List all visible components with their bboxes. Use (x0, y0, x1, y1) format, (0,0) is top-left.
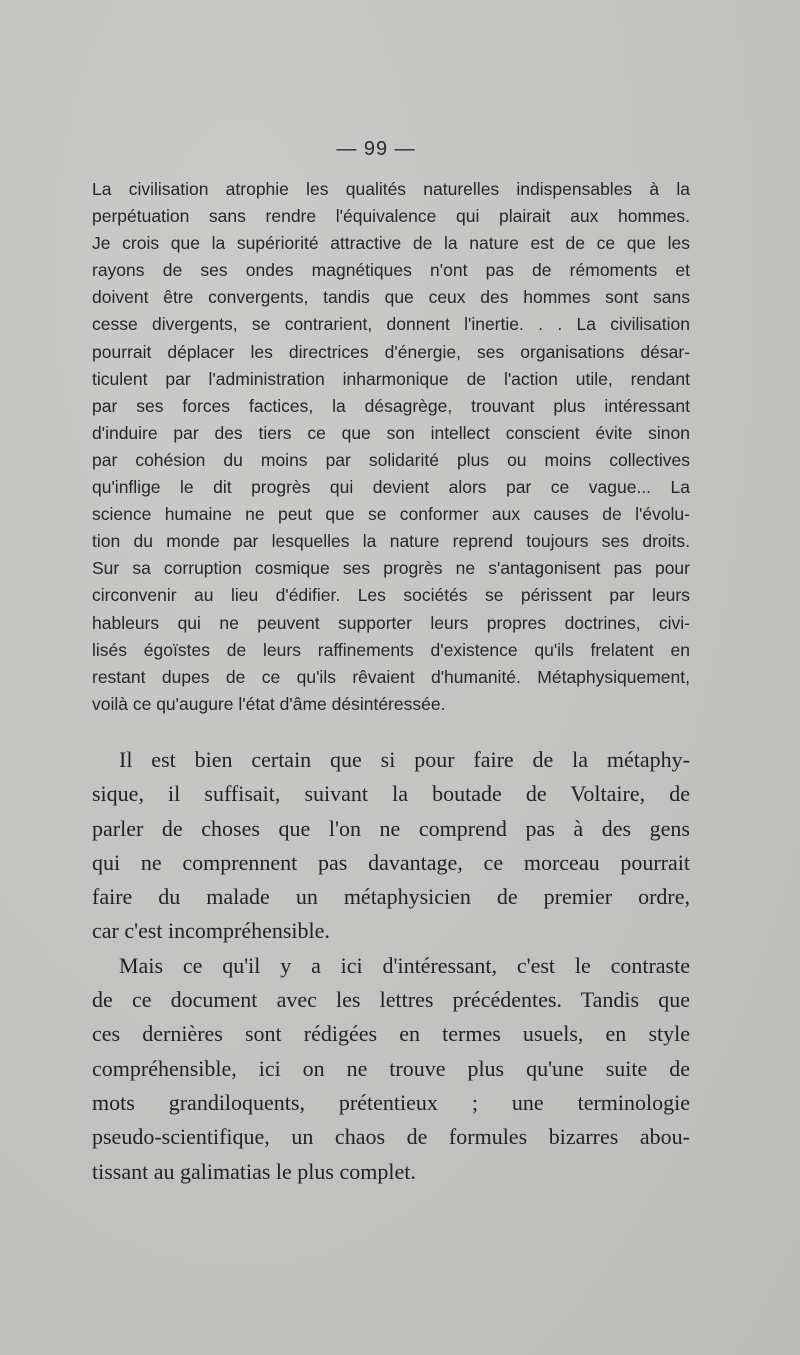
quote-line: d'induire par des tiers ce que son intellect conscient évite sinon (92, 422, 690, 443)
commentary-line: qui ne comprennent pas davantage, ce morceau pourrait (92, 849, 690, 875)
commentary-paragraph (92, 743, 690, 949)
quote-line: qu'inflige le dit progrès qui devient alors par ce vague... La (92, 477, 690, 498)
quote-line: doivent être convergents, tandis que ceux des hommes sont sans (92, 287, 690, 308)
commentary-line: parler de choses que l'on ne comprend pas à des gens (92, 815, 690, 841)
quote-line: tion du monde par lesquelles la nature reprend toujours ses droits. (92, 531, 690, 552)
quote-line: circonvenir au lieu d'édifier. Les sociétés se périssent par leurs (92, 585, 690, 606)
commentary-line: pseudo-scientifique, un chaos de formules bizarres abou- (92, 1124, 690, 1150)
commentary-line: compréhensible, ici on ne trouve plus qu'une suite de (92, 1055, 690, 1081)
quote-line: Sur sa corruption cosmique ses progrès ne s'antagonisent pas pour (92, 558, 690, 579)
quote-line: science humaine ne peut que se conformer aux causes de l'évolu- (92, 504, 690, 525)
commentary-line: faire du malade un métaphysicien de premier ordre, (92, 884, 690, 910)
quote-line: pourrait déplacer les directrices d'énergie, ses organisations désar- (92, 341, 690, 362)
quote-line: Je crois que la supériorité attractive de la nature est de ce que les (92, 233, 690, 254)
commentary-paragraph (92, 949, 690, 1189)
quote-line: lisés égoïstes de leurs raffinements d'existence qu'ils frelatent en (92, 639, 690, 660)
quote-line: par ses forces factices, la désagrège, trouvant plus intéressant (92, 395, 690, 416)
commentary-line: Il est bien certain que si pour faire de la métaphy- (119, 747, 690, 772)
commentary-line: sique, il suffisait, suivant la boutade de Voltaire, de (92, 781, 690, 807)
quote-line: perpétuation sans rendre l'équivalence qui plairait aux hommes. (92, 206, 690, 227)
quote-line: restant dupes de ce qu'ils rêvaient d'humanité. Métaphysiquement, (92, 666, 690, 687)
quote-line: rayons de ses ondes magnétiques n'ont pas de rémoments et (92, 260, 690, 281)
quote-line: par cohésion du moins par solidarité plus ou moins collectives (92, 449, 690, 470)
commentary-line: Mais ce qu'il y a ici d'intéressant, c'est le contraste (119, 952, 690, 978)
quote-line: La civilisation atrophie les qualités naturelles indispensables à la (92, 179, 690, 199)
commentary-line: ces dernières sont rédigées en termes usuels, en style (92, 1021, 690, 1047)
quote-line: ticulent par l'administration inharmonique de l'action utile, rendant (92, 368, 690, 389)
commentary-line: de ce document avec les lettres précédentes. Tandis que (92, 987, 690, 1013)
quote-line: hableurs qui ne peuvent supporter leurs propres doctrines, civi- (92, 612, 690, 633)
quote-line: voilà ce qu'augure l'état d'âme désintéressée. (92, 693, 446, 714)
commentary-line: tissant au galimatias le plus complet. (92, 1158, 416, 1184)
page-number: — 99 — (336, 138, 416, 160)
quote-line: cesse divergents, se contrarient, donnent l'inertie. . . La civilisation (92, 314, 690, 335)
quoted-letter (92, 176, 690, 718)
commentary-line: mots grandiloquents, prétentieux ; une terminologie (92, 1089, 690, 1115)
author-commentary (92, 743, 690, 1189)
commentary-line: car c'est incompréhensible. (92, 918, 330, 944)
